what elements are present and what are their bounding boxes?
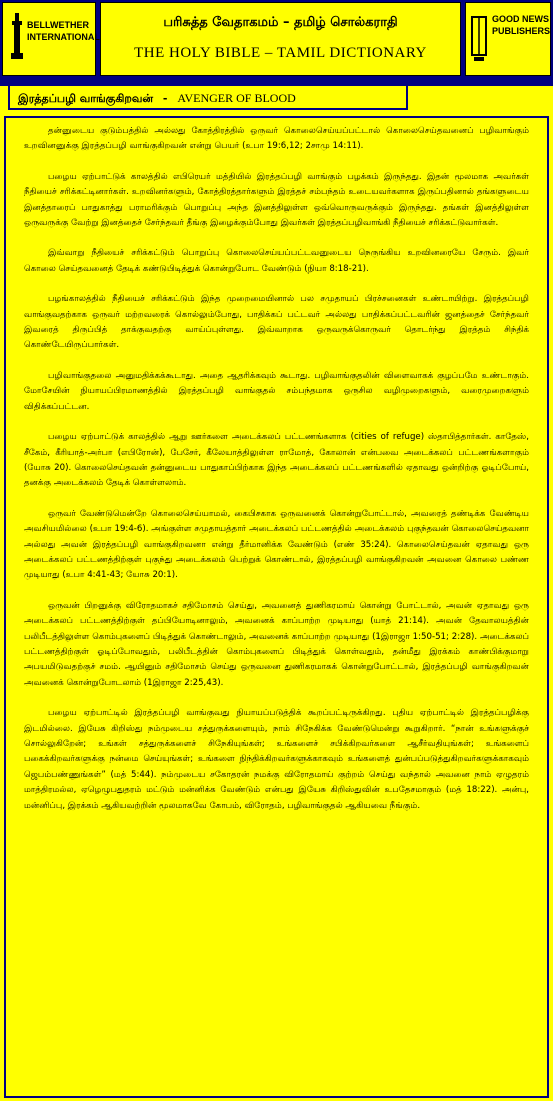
paragraph-3: இவ்வாறு நீதியைச் சரிக்கட்டும் பொறுப்பு கொலைசெய்யப்பட்டவனுடைய நெருங்கிய உறவினரையே சேரும். இவர் கொலை செய்தவனைத் தேடிக் கண்டுபிடித்துக் கொன்றுபோட வேண்டும் (நியா 8:18-21). [24,248,529,274]
paragraph-2: பழைய ஏற்பாட்டுக் காலத்தில் எபிரெயர் மத்தியில் இரத்தப்பழி வாங்கும் பழக்கம் இருந்தது. இதன் மூலமாக அவர்கள் நீதியைச் சரிக்கட்டினார்கள். உறவினர்களும், கோத்திரத்தார்களும் இரத்தச் சம்பந்தம் உடையவர்களாக இருப்பதினால் தங்களுடைய இனத்தாரைப் பாதுகாத்து பராமரிக்கும் பொறுப்பு அந்த இனத்திலுள்ள ஒவ்வொருவருக்கும் இருந்தது. தங்கள் இனத்திலுள்ள ஒருவருக்கு வேற்று இனத்தைச் சேர்ந்தவர் தீங்கு இழைக்கும்போது இவர்கள் இரத்தப்பழிவாங்கி நீதியைச் சரிக்கட்டுவார்கள். [24,171,529,229]
entry-title-tamil: இரத்தப்பழி வாங்குகிறவன் [18,92,154,105]
paragraph-6: பழைய ஏற்பாட்டுக் காலத்தில் ஆறு ஊர்களை அடைக்கலப் பட்டணங்களாக (cities of refuge) ஸ்தாபித்தார்கள். காதேஸ், சீகேம், கீரியாத்-அர்பா (எபிரோன்), பேசேர், கீலேயாத்திலுள்ள ராமோத், கோலான் என்பவை அடைக்கலப் பட்டணங்களாகும் (யோசு 20). கொலைசெய்தவன் தன்னுடைய பாதுகாப்பிற்காக இந்த அடைக்கலப் பட்டணங்களில் ஏதாவது ஒன்றிற்கு ஓடிப்போய், தனக்கு அடைக்கலம் தேடிக் கொள்ளலாம். [24,432,529,489]
paragraph-5: பழிவாங்குதலை அனுமதிக்கக்கூடாது. அதை ஆதரிக்கவும் கூடாது. பழிவாங்குதலின் விளைவாகக் குழப்பமே உண்டாகும். மோசேயின் நியாயப்பிரமாணத்தில் இரத்தப்பழி வாங்குதல் சம்பந்தமாக ஒருசில வழிமுறைகளும், வரைமுறைகளும் விதிக்கப்பட்டன. [24,370,529,412]
entry-body [24,124,529,826]
entry-title-english: AVENGER OF BLOOD [177,91,296,105]
paragraph-8: ஒருவன் பிறனுக்கு விரோதமாகச் சதிமோசம் செய்து, அவனைத் துணிகரமாய் கொன்று போட்டால், அவன் ஏதாவது ஒரு அடைக்கலப் பட்டணத்திற்குள் தப்பியோடினாலும், அவனைக் காப்பாற்ற முடியாது (யாத் 21:14). அவன் தேவாலயத்தின் பலிபீடத்திலுள்ள கொம்புகளைப் பிடித்துக் கொண்டாலும், அவனைக் காப்பாற்ற முடியாது (1இராஜா 1:50-51; 2:28). அடைக்கலப் பட்டணத்திற்குள் ஓடிப்போவதும், பலிபீடத்தின் கொம்புகளைப் பிடித்துக் கொள்வதும், தன்மீது இரக்கம் காண்பிக்குமாறு அபயமிடுவதற்குச் சமம். ஆயினும் சதிமோசம் செய்து ஒருவனை துணிகரமாகக் கொன்றுபோட்டால், இரத்தப்பழி வாங்குகிறவன் அவனைக் கொன்றுபோடலாம் (1இராஜா 2:25,43). [24,600,529,688]
good-news-logo [465,2,551,76]
bellwether-logo [2,2,100,76]
entry-title [18,91,296,107]
lamp-icon [9,11,25,63]
paragraph-9: பழைய ஏற்பாட்டில் இரத்தப்பழி வாங்குவது நியாயப்படுத்திக் கூறப்பட்டிருக்கிறது. புதிய ஏற்பாட்டில் இரத்தப்பழிக்கு இடமில்லை. இயேசு கிறிஸ்து நம்முடைய சத்துருக்களையும், நாம் சிநேகிக்க வேண்டுமென்று கூறுகிறார். “நான் உங்களுக்குச் சொல்லுகிறேன்; உங்கள் சத்துருக்களைச் சிநேகியுங்கள்; உங்களைச் சபிக்கிறவர்களை ஆசீர்வதியுங்கள்; உங்களைப் பகைக்கிறவர்களுக்கு நன்மை செய்யுங்கள்; உங்களை நிந்திக்கிறவர்களுக்காகவும் உங்களைத் துன்பப்படுத்துகிறவர்களுக்காகவும் ஜெபம்பண்ணுங்கள்” (மத் 5:44). நம்முடைய சகோதரன் நமக்கு விரோதமாய் குற்றம் செய்து வந்தால் அவனை நாம் ஏழுதரம் மாத்திரமல்ல, ஏழெழுபதுதரம் மட்டும் மன்னிக்க வேண்டும் என்பது இயேசு கிறிஸ்துவின் உபதேசமாகும் (மத் 18:22). அன்பு, மன்னிப்பு, இரக்கம் ஆகியவற்றின் மூலமாகவே கோபம், விரோதம், பழிவாங்குதல் ஆகியவை நீங்கும். [24,708,529,811]
book-icon [470,11,488,63]
page-header [0,0,553,80]
title-tamil: பரிசுத்த வேதாகமம் – தமிழ் சொல்கராதி [163,15,398,30]
title-english: THE HOLY BIBLE – TAMIL DICTIONARY [134,45,427,61]
paragraph-4: பழங்காலத்தில் நீதியைச் சரிக்கட்டும் இந்த முறைமையினால் பல சமுதாயப் பிரச்சனைகள் உண்டாயிற்று. இரத்தப்பழி வாங்குவதற்காக ஒருவர் மற்றவரைக் கொல்லும்போது, பாதிக்கப் பட்டவர் அல்லது பாதிக்கப்பட்டவரின் ஜனத்தைச் சேர்ந்தவர் இவரைத் திருப்பித் தாக்குவதற்கு வாய்ப்புள்ளது. இவ்வாறாக ஒருவருக்கொருவர் தொடர்ந்து இரத்தம் சிந்திக் கொண்டேயிருப்பார்கள். [24,294,529,351]
logo-left-text: BELLWETHER INTERNATIONAL [27,20,100,42]
paragraph-7: ஒருவர் வேண்டுமென்றே கொலைசெய்யாமல், கைபிசகாக ஒருவனைக் கொன்றுபோட்டால், அவரைத் தண்டிக்க வேண்டிய அவசியமில்லை (உபா 19:4-6). அங்குள்ள சமுதாயத்தார் அடைக்கலப் பட்டணத்தில் அடைக்கலம் புகுந்தவன் கொலைசெய்தவனா அல்லது அவன் இரத்தப்பழி வாங்குகிறவனா என்று தீர்மானிக்க வேண்டும் (எண் 35:24). கொலைசெய்தவன் ஏதாவது ஒரு அடைக்கலப் பட்டணத்திற்குள் புகுந்து அடைக்கலம் பெற்றுக் கொண்டால், இரத்தப்பழி வாங்குகிறவன் அவனை கொலை பண்ண முடியாது (உபா 4:41-43; யோசு 20:1). [24,508,529,581]
logo-right-text: GOOD NEWS PUBLISHERS [492,14,551,36]
paragraph-1: தன்னுடைய குடும்பத்தில் அல்லது கோத்திரத்தில் ஒருவர் கொலைசெய்யப்பட்டால் கொலைசெய்தவனைப் பழிவாங்கும் உறவினனுக்கு இரத்தப்பழி வாங்குகிறவன் என்று பெயர் (உபா 19:6,12; 2சாமு 14:11). [24,126,529,152]
entry-content-frame [4,116,549,1098]
entry-title-box [8,84,408,110]
title-box [100,2,461,76]
entry-title-separator: - [162,92,168,105]
